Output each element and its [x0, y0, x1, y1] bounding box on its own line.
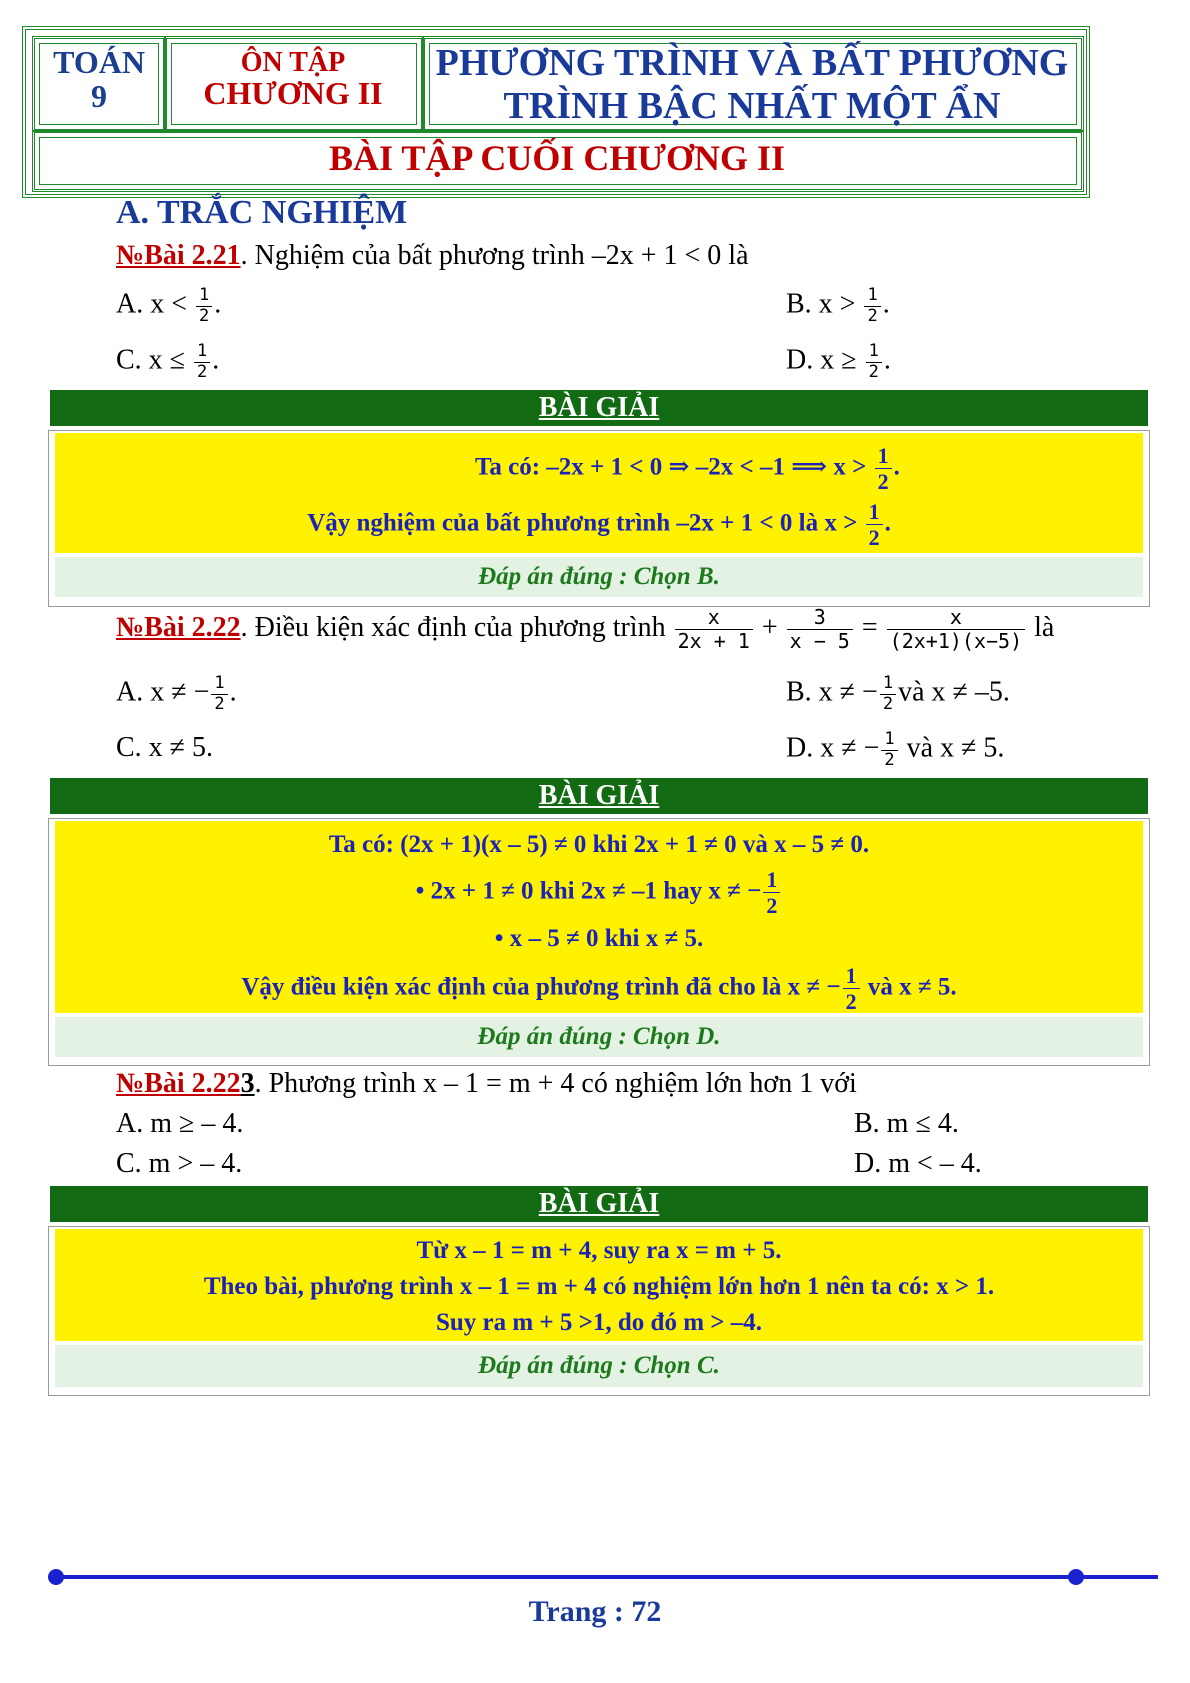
- solution-bar-label: BÀI GIẢI: [538, 1188, 660, 1219]
- review-line1: ÔN TẬP: [240, 47, 346, 78]
- chapter-title: [422, 42, 1082, 127]
- fraction-num: 1: [880, 674, 896, 695]
- divider-dot-left: [48, 1569, 64, 1585]
- fraction-den: 2: [882, 693, 894, 714]
- solution-box: [48, 430, 1150, 607]
- solution-line: [475, 443, 1143, 495]
- solution-line: [55, 963, 1143, 1015]
- solution-line: Theo bài, phương trình x – 1 = m + 4 có nghiệm lớn hơn 1 nên ta có: x > 1.: [203, 1273, 995, 1300]
- solution-box: [48, 1226, 1150, 1396]
- fraction-den: x − 5: [789, 629, 850, 653]
- page-number: Trang : 72: [528, 1595, 662, 1628]
- fraction-num: 1: [866, 342, 882, 363]
- answer-row: Đáp án đúng : Chọn D.: [55, 1017, 1143, 1057]
- solution-bar: [50, 390, 1148, 426]
- fraction-den: 2: [884, 749, 895, 770]
- option-b: [786, 286, 890, 326]
- divider-dot-right: [1068, 1569, 1084, 1585]
- solution-line: Ta có: (2x + 1)(x – 5) ≠ 0 khi 2x + 1 ≠ 0 và x – 5 ≠ 0.: [328, 831, 870, 858]
- solution-highlight: [55, 821, 1143, 1013]
- fraction-num: 1: [196, 286, 212, 307]
- question-2-21: [116, 240, 749, 272]
- question-number: №Bài 2.21: [116, 240, 241, 271]
- option-tail: và x ≠ 5.: [899, 732, 1005, 764]
- solution-text: Vậy nghiệm của bất phương trình –2x + 1 < 0 là x >: [307, 509, 858, 537]
- option-b: [786, 674, 1010, 714]
- option-text: D. x ≥: [786, 344, 857, 376]
- solution-box: [48, 818, 1150, 1066]
- fraction-den: (2x+1)(x−5): [889, 629, 1023, 653]
- solution-line: [55, 499, 1143, 551]
- fraction-den: 2: [867, 305, 878, 326]
- question-text: . Điều kiện xác định của phương trình: [240, 611, 666, 643]
- fraction-den: 2: [868, 525, 880, 551]
- question-number: №Bài 2.22: [116, 611, 241, 643]
- fraction-den: 2: [877, 469, 889, 495]
- fraction-num: 3: [787, 606, 853, 630]
- option-b: B. m ≤ 4.: [854, 1108, 959, 1139]
- question-number: №Bài 2.22: [116, 1068, 241, 1099]
- fraction-num: 1: [843, 963, 860, 989]
- option-a: [116, 674, 237, 714]
- plus-sign: +: [761, 611, 778, 643]
- option-text: C. x ≤: [116, 344, 186, 376]
- title-line2: TRÌNH BẬC NHẤT MỘT ẨN: [503, 84, 1001, 127]
- fraction-num: x: [675, 606, 753, 630]
- question-2-22: [116, 606, 1054, 653]
- solution-line: [55, 867, 1143, 919]
- fraction-den: 2: [868, 361, 879, 382]
- solution-bar: [50, 778, 1148, 814]
- question-2-23: [116, 1068, 857, 1100]
- equals-sign: =: [861, 611, 878, 643]
- fraction-den: 2: [214, 693, 225, 714]
- period: .: [893, 453, 900, 481]
- section-heading: A. TRẮC NGHIỆM: [116, 194, 408, 231]
- question-tail: là: [1034, 611, 1055, 643]
- subject-label: [32, 46, 166, 113]
- solution-tail: và x ≠ 5.: [861, 973, 957, 1001]
- option-text: B. x >: [786, 288, 856, 320]
- fraction-den: 2: [199, 305, 210, 326]
- subject-text: TOÁN: [53, 44, 145, 80]
- option-tail: và x ≠ –5.: [898, 676, 1010, 708]
- title-line1: PHƯƠNG TRÌNH VÀ BẤT PHƯƠNG: [435, 42, 1069, 84]
- solution-text: Vậy điều kiện xác định của phương trình đã cho là x ≠ −: [241, 973, 841, 1001]
- solution-highlight: [55, 1229, 1143, 1341]
- solution-line: Từ x – 1 = m + 4, suy ra x = m + 5.: [416, 1237, 782, 1264]
- period: .: [214, 288, 222, 320]
- solution-bar: [50, 1186, 1148, 1222]
- fraction-num: 1: [194, 342, 210, 363]
- fraction-num: 1: [864, 286, 880, 307]
- option-text: D. x ≠ −: [786, 732, 880, 764]
- fraction-den: 2x + 1: [677, 629, 750, 653]
- period: .: [882, 288, 890, 320]
- solution-line: • x – 5 ≠ 0 khi x ≠ 5.: [494, 925, 704, 952]
- period: .: [883, 344, 891, 376]
- question-text: . Phương trình x – 1 = m + 4 có nghiệm lớn hơn 1 với: [254, 1068, 857, 1099]
- option-a: [116, 286, 221, 326]
- question-text: . Nghiệm của bất phương trình –2x + 1 < 0 là: [240, 240, 749, 271]
- answer-row: Đáp án đúng : Chọn C.: [55, 1345, 1143, 1387]
- answer-row: Đáp án đúng : Chọn B.: [55, 557, 1143, 597]
- option-text: A. x ≠ −: [116, 676, 210, 708]
- subtitle: BÀI TẬP CUỐI CHƯƠNG II: [328, 138, 786, 178]
- option-d: D. m < – 4.: [854, 1148, 982, 1179]
- fraction-den: 2: [766, 893, 778, 919]
- solution-text: • 2x + 1 ≠ 0 khi 2x ≠ –1 hay x ≠ −: [415, 877, 762, 905]
- option-text: B. x ≠ −: [786, 676, 878, 708]
- fraction-num: 1: [866, 499, 883, 525]
- fraction-num: 1: [875, 443, 892, 469]
- period: .: [884, 509, 891, 537]
- option-c: C. x ≠ 5.: [116, 732, 214, 763]
- option-c: C. m > – 4.: [116, 1148, 243, 1179]
- option-a: A. m ≥ – 4.: [116, 1108, 244, 1139]
- fraction-num: 1: [211, 674, 227, 695]
- option-c: [116, 342, 219, 382]
- fraction-den: 2: [845, 989, 857, 1015]
- footer-divider: [60, 1575, 1158, 1579]
- grade-text: 9: [91, 77, 107, 114]
- fraction-num: 1: [881, 730, 897, 751]
- option-text: A. x <: [116, 288, 188, 320]
- option-d: [786, 730, 1004, 770]
- solution-bar-label: BÀI GIẢI: [538, 780, 660, 811]
- period: .: [212, 344, 220, 376]
- solution-line: Suy ra m + 5 >1, do đó m > –4.: [435, 1309, 763, 1336]
- review-line2: CHƯƠNG II: [203, 75, 383, 112]
- fraction-den: 2: [197, 361, 208, 382]
- solution-highlight: [55, 433, 1143, 553]
- fraction-num: x: [887, 606, 1025, 630]
- solution-text: Ta có: –2x + 1 < 0 ⇒ –2x < –1 ⟹ x >: [475, 453, 867, 481]
- solution-bar-label: BÀI GIẢI: [538, 392, 660, 423]
- question-number-digit: 3: [240, 1068, 255, 1099]
- fraction-num: 1: [763, 867, 780, 893]
- period: .: [229, 676, 237, 708]
- option-d: [786, 342, 891, 382]
- review-label: [164, 48, 422, 111]
